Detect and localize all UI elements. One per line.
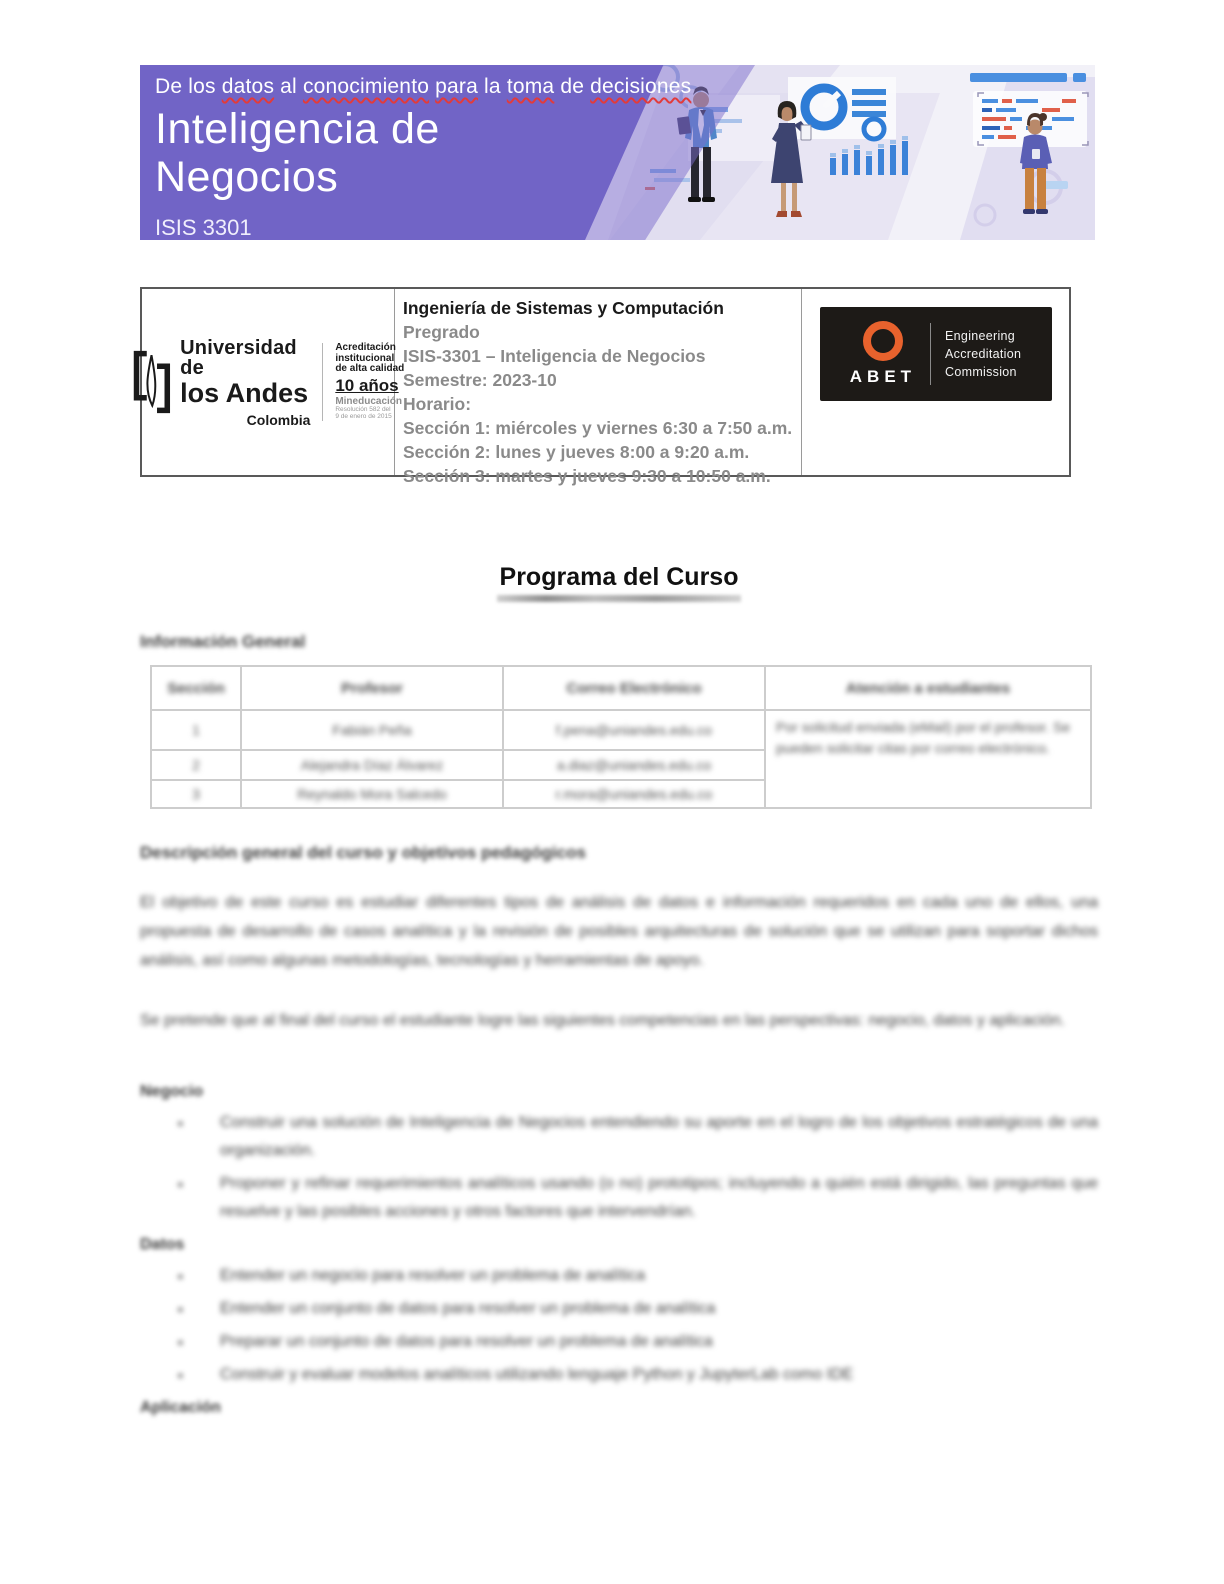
professor-cell: Alejandra Díaz Álvarez [241, 750, 503, 780]
table-row [151, 710, 1091, 750]
uniandes-logo [131, 338, 405, 427]
level: Pregrado [403, 322, 480, 342]
office-hours-cell: Por solicitud enviada (eMail) por el profesor. Se pueden solicitar citas por correo electrónico. [765, 710, 1091, 808]
col-header-atencion: Atención a estudiantes [765, 666, 1091, 710]
section-cell: 2 [151, 750, 241, 780]
abet-cell [802, 289, 1069, 475]
email-cell: r.mora@uniandes.edu.co [503, 780, 765, 808]
abet-divider [930, 323, 931, 385]
description-paragraph-2: Se pretende que al final del curso el estudiante logre las siguientes competencias en las perspectivas: negocio, datos y aplicación. [140, 1012, 1066, 1029]
course-header-table [140, 287, 1071, 486]
description-paragraph-1: El objetivo de este curso es estudiar diferentes tipos de análisis de datos e información requeridos en cada uno de ellos, una propuesta de desarrollo de casos analítica y la revisión de posibles arquitecturas de solución que se utilizan para soportar dichos análisis, así como algunas metodologías, tecnologías y herramientas de apoyo. [140, 894, 1098, 969]
section-2-schedule: Sección 2: lunes y jueves 8:00 a 9:20 a.m. [403, 442, 750, 462]
banner-title: Inteligencia de Negocios [155, 105, 440, 201]
course-info-cell [395, 289, 802, 486]
list-item: ▪ Construir una solución de Inteligencia de Negocios entendiendo su aporte en el logro de los objetivos estratégicos de una organización. [140, 1109, 1098, 1165]
list-item: ▪ Construir y evaluar modelos analíticos utilizando lenguaje Python y JupyterLab como IDE [140, 1361, 1098, 1389]
uniandes-wordmark: Universidad de los Andes Colombia [180, 336, 311, 428]
page-title-underline [497, 595, 741, 602]
col-header-profesor: Profesor [241, 666, 503, 710]
business-objectives-list [140, 1109, 1098, 1226]
professor-cell: Fabián Peña [241, 710, 503, 750]
uniandes-mark-icon [131, 346, 172, 418]
data-heading: Datos [140, 1236, 185, 1253]
section-cell: 3 [151, 780, 241, 808]
accreditation-block: Acreditación institucional de alta calidad 10 años Mineducación Resolución 582 del 9 de enero de 2015 [335, 342, 405, 420]
university-logo-cell [142, 289, 405, 475]
email-cell: f.pena@uniandes.edu.co [503, 710, 765, 750]
section-cell: 1 [151, 710, 241, 750]
description-heading: Descripción general del curso y objetivos pedagógicos [140, 843, 586, 862]
list-item: ▪ Entender un conjunto de datos para resolver un problema de analítica [140, 1295, 1098, 1323]
professor-cell: Reynaldo Mora Salcedo [241, 780, 503, 808]
business-heading: Negocio [140, 1083, 204, 1100]
semester: Semestre: 2023-10 [403, 370, 557, 390]
logo-divider [322, 343, 323, 421]
list-item: ▪ Preparar un conjunto de datos para resolver un problema de analítica [140, 1328, 1098, 1356]
list-item: ▪ Entender un negocio para resolver un problema de analítica [140, 1262, 1098, 1290]
list-item: ▪ Proponer y refinar requerimientos analíticos usando (o no) prototipos; incluyendo a quién está dirigido, las preguntas que resuelve y las posibles acciones y otros factores que intervendrían. [140, 1170, 1098, 1226]
section-1-schedule: Sección 1: miércoles y viernes 6:30 a 7:50 a.m. [403, 418, 793, 438]
course-code-name: ISIS-3301 – Inteligencia de Negocios [403, 346, 706, 366]
document-page [140, 0, 1098, 1417]
banner-tagline: De los datos al conocimiento para la toma de decisiones [155, 75, 692, 98]
banner-text [155, 75, 691, 240]
info-general-heading: Información General [140, 632, 306, 651]
table-header-row [151, 666, 1091, 710]
email-cell: a.diaz@uniandes.edu.co [503, 750, 765, 780]
abet-mark: ABET [850, 321, 916, 387]
course-banner [140, 65, 1095, 240]
data-objectives-list [140, 1262, 1098, 1389]
banner-course-code: ISIS 3301 [155, 215, 252, 240]
general-info-table [150, 665, 1092, 809]
schedule-label: Horario: [403, 394, 472, 414]
abet-ring-icon [863, 321, 903, 361]
col-header-seccion: Sección [151, 666, 241, 710]
section-3-schedule: Sección 3: martes y jueves 9:30 a 10:50 a.m. [403, 466, 771, 486]
abet-logo [820, 307, 1052, 401]
abet-commission-label: Engineering Accreditation Commission [945, 328, 1022, 380]
application-heading: Aplicación [140, 1399, 221, 1416]
program-name: Ingeniería de Sistemas y Computación [403, 298, 724, 318]
col-header-correo: Correo Electrónico [503, 666, 765, 710]
page-title: Programa del Curso [499, 563, 739, 591]
